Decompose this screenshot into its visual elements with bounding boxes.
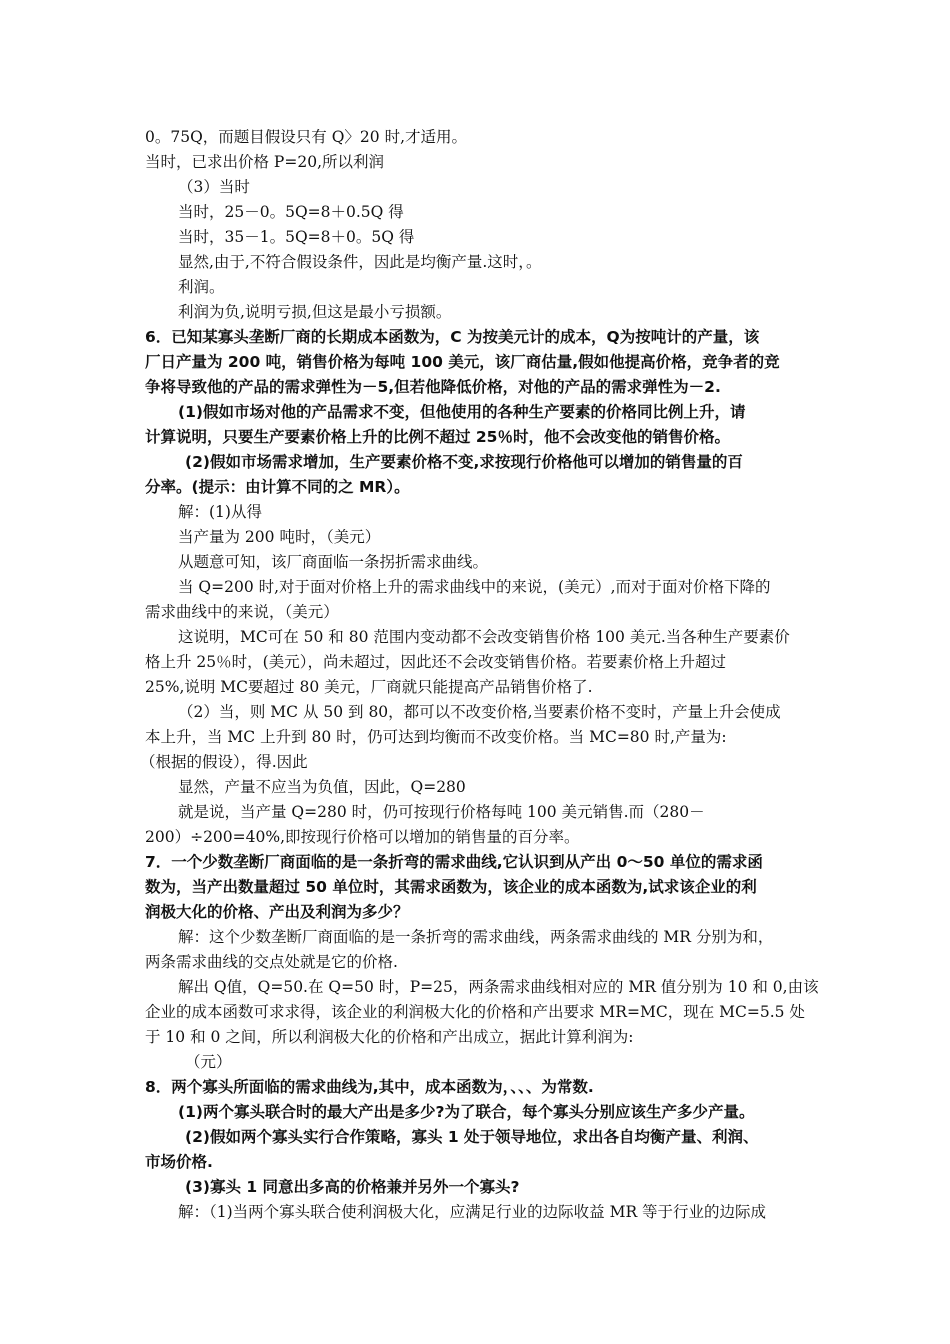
question-text: 争将导致他的产品的需求弹性为－5,但若他降低价格，对他的产品的需求弹性为－2.: [145, 378, 721, 396]
question-text: (1)两个寡头联合时的最大产出是多少?为了联合，每个寡头分别应该生产多少产量。: [178, 1103, 755, 1121]
text-line: 200）÷200=40%,即按现行价格可以增加的销售量的百分率。: [145, 828, 580, 846]
text-line: （3）当时: [178, 178, 250, 196]
question-7-heading: 7．一个少数垄断厂商面临的是一条折弯的需求曲线,它认识到从产出 0～50 单位的需求函: [145, 853, 763, 871]
text-line: （元）: [185, 1053, 232, 1071]
question-6-heading: 6．已知某寡头垄断厂商的长期成本函数为，C 为按美元计的成本，Q为按吨计的产量，该: [145, 328, 760, 346]
text-line: 利润。: [178, 278, 225, 296]
text-line: 显然，产量不应当为负值，因此，Q=280: [178, 778, 466, 796]
text-line: 本上升，当 MC 上升到 80 时，仍可达到均衡而不改变价格。当 MC=80 时,产量为:: [145, 728, 727, 746]
text-line: 当时，已求出价格 P=20,所以利润: [145, 153, 384, 171]
solution-label: 解：（1)当两个寡头联合使利润极大化，应满足行业的边际收益 MR 等于行业的边际成: [178, 1203, 767, 1221]
text-line: 这说明，MC可在 50 和 80 范围内变动都不会改变销售价格 100 美元.当各种生产要素价: [178, 628, 790, 646]
text-line: 利润为负,说明亏损,但这是最小亏损额。: [178, 303, 452, 321]
text-line: 企业的成本函数可求求得，该企业的利润极大化的价格和产出要求 MR=MC，现在 MC=5.5 处: [145, 1003, 805, 1021]
text-line: 25%,说明 MC要超过 80 美元，厂商就只能提高产品销售价格了.: [145, 678, 593, 696]
text-line: 当产量为 200 吨时，（美元）: [178, 528, 381, 546]
text-line: 从题意可知，该厂商面临一条拐折需求曲线。: [178, 553, 489, 571]
text-line: 0。75Q，而题目假设只有 Q〉20 时,才适用。: [145, 128, 468, 146]
question-text: (2)假如两个寡头实行合作策略，寡头 1 处于领导地位，求出各自均衡产量、利润、: [185, 1128, 759, 1146]
text-line: 两条需求曲线的交点处就是它的价格.: [145, 953, 398, 971]
question-text: (3)寡头 1 同意出多高的价格兼并另外一个寡头?: [185, 1178, 520, 1196]
question-text: (1)假如市场对他的产品需求不变，但他使用的各种生产要素的价格同比例上升，请: [178, 403, 746, 421]
text-line: （根据的假设），得.因此: [140, 753, 308, 771]
question-text: 润极大化的价格、产出及利润为多少？: [145, 903, 409, 921]
question-text: 市场价格.: [145, 1153, 213, 1171]
text-line: 格上升 25％时，(美元），尚未超过，因此还不会改变销售价格。若要素价格上升超过: [145, 653, 726, 671]
text-line: 当时，35－1。5Q=8＋0。5Q 得: [178, 228, 415, 246]
solution-label: 解：这个少数垄断厂商面临的是一条折弯的需求曲线，两条需求曲线的 MR 分别为和，: [178, 928, 774, 946]
question-text: 厂日产量为 200 吨，销售价格为每吨 100 美元，该厂商估量,假如他提高价格，竞争者的竞: [145, 353, 780, 371]
question-8-heading: 8．两个寡头所面临的需求曲线为,其中，成本函数为，、、、为常数.: [145, 1078, 594, 1096]
text-line: 需求曲线中的来说，（美元）: [145, 603, 339, 621]
text-line: 解出 Q值，Q=50.在 Q=50 时，P=25，两条需求曲线相对应的 MR 值分别为 10 和 0,由该: [178, 978, 819, 996]
question-text: 分率。(提示：由计算不同的之 MR）。: [145, 478, 410, 496]
solution-label: 解：(1)从得: [178, 503, 262, 521]
text-line: 当时，25－0。5Q=8＋0.5Q 得: [178, 203, 404, 221]
question-text: (2)假如市场需求增加，生产要素价格不变,求按现行价格他可以增加的销售量的百: [185, 453, 743, 471]
question-text: 数为，当产出数量超过 50 单位时，其需求函数为，该企业的成本函数为,试求该企业的利: [145, 878, 757, 896]
text-line: 于 10 和 0 之间，所以利润极大化的价格和产出成立，据此计算利润为:: [145, 1028, 634, 1046]
text-line: （2）当，则 MC 从 50 到 80，都可以不改变价格,当要素价格不变时，产量上升会使成: [178, 703, 781, 721]
text-line: 就是说，当产量 Q=280 时，仍可按现行价格每吨 100 美元销售.而（280－: [178, 803, 705, 821]
text-line: 当 Q=200 时,对于面对价格上升的需求曲线中的来说，(美元）,而对于面对价格下降的: [178, 578, 771, 596]
text-line: 显然,由于,不符合假设条件，因此是均衡产量.这时，。: [178, 253, 542, 271]
question-text: 计算说明，只要生产要素价格上升的比例不超过 25％时，他不会改变他的销售价格。: [145, 428, 730, 446]
